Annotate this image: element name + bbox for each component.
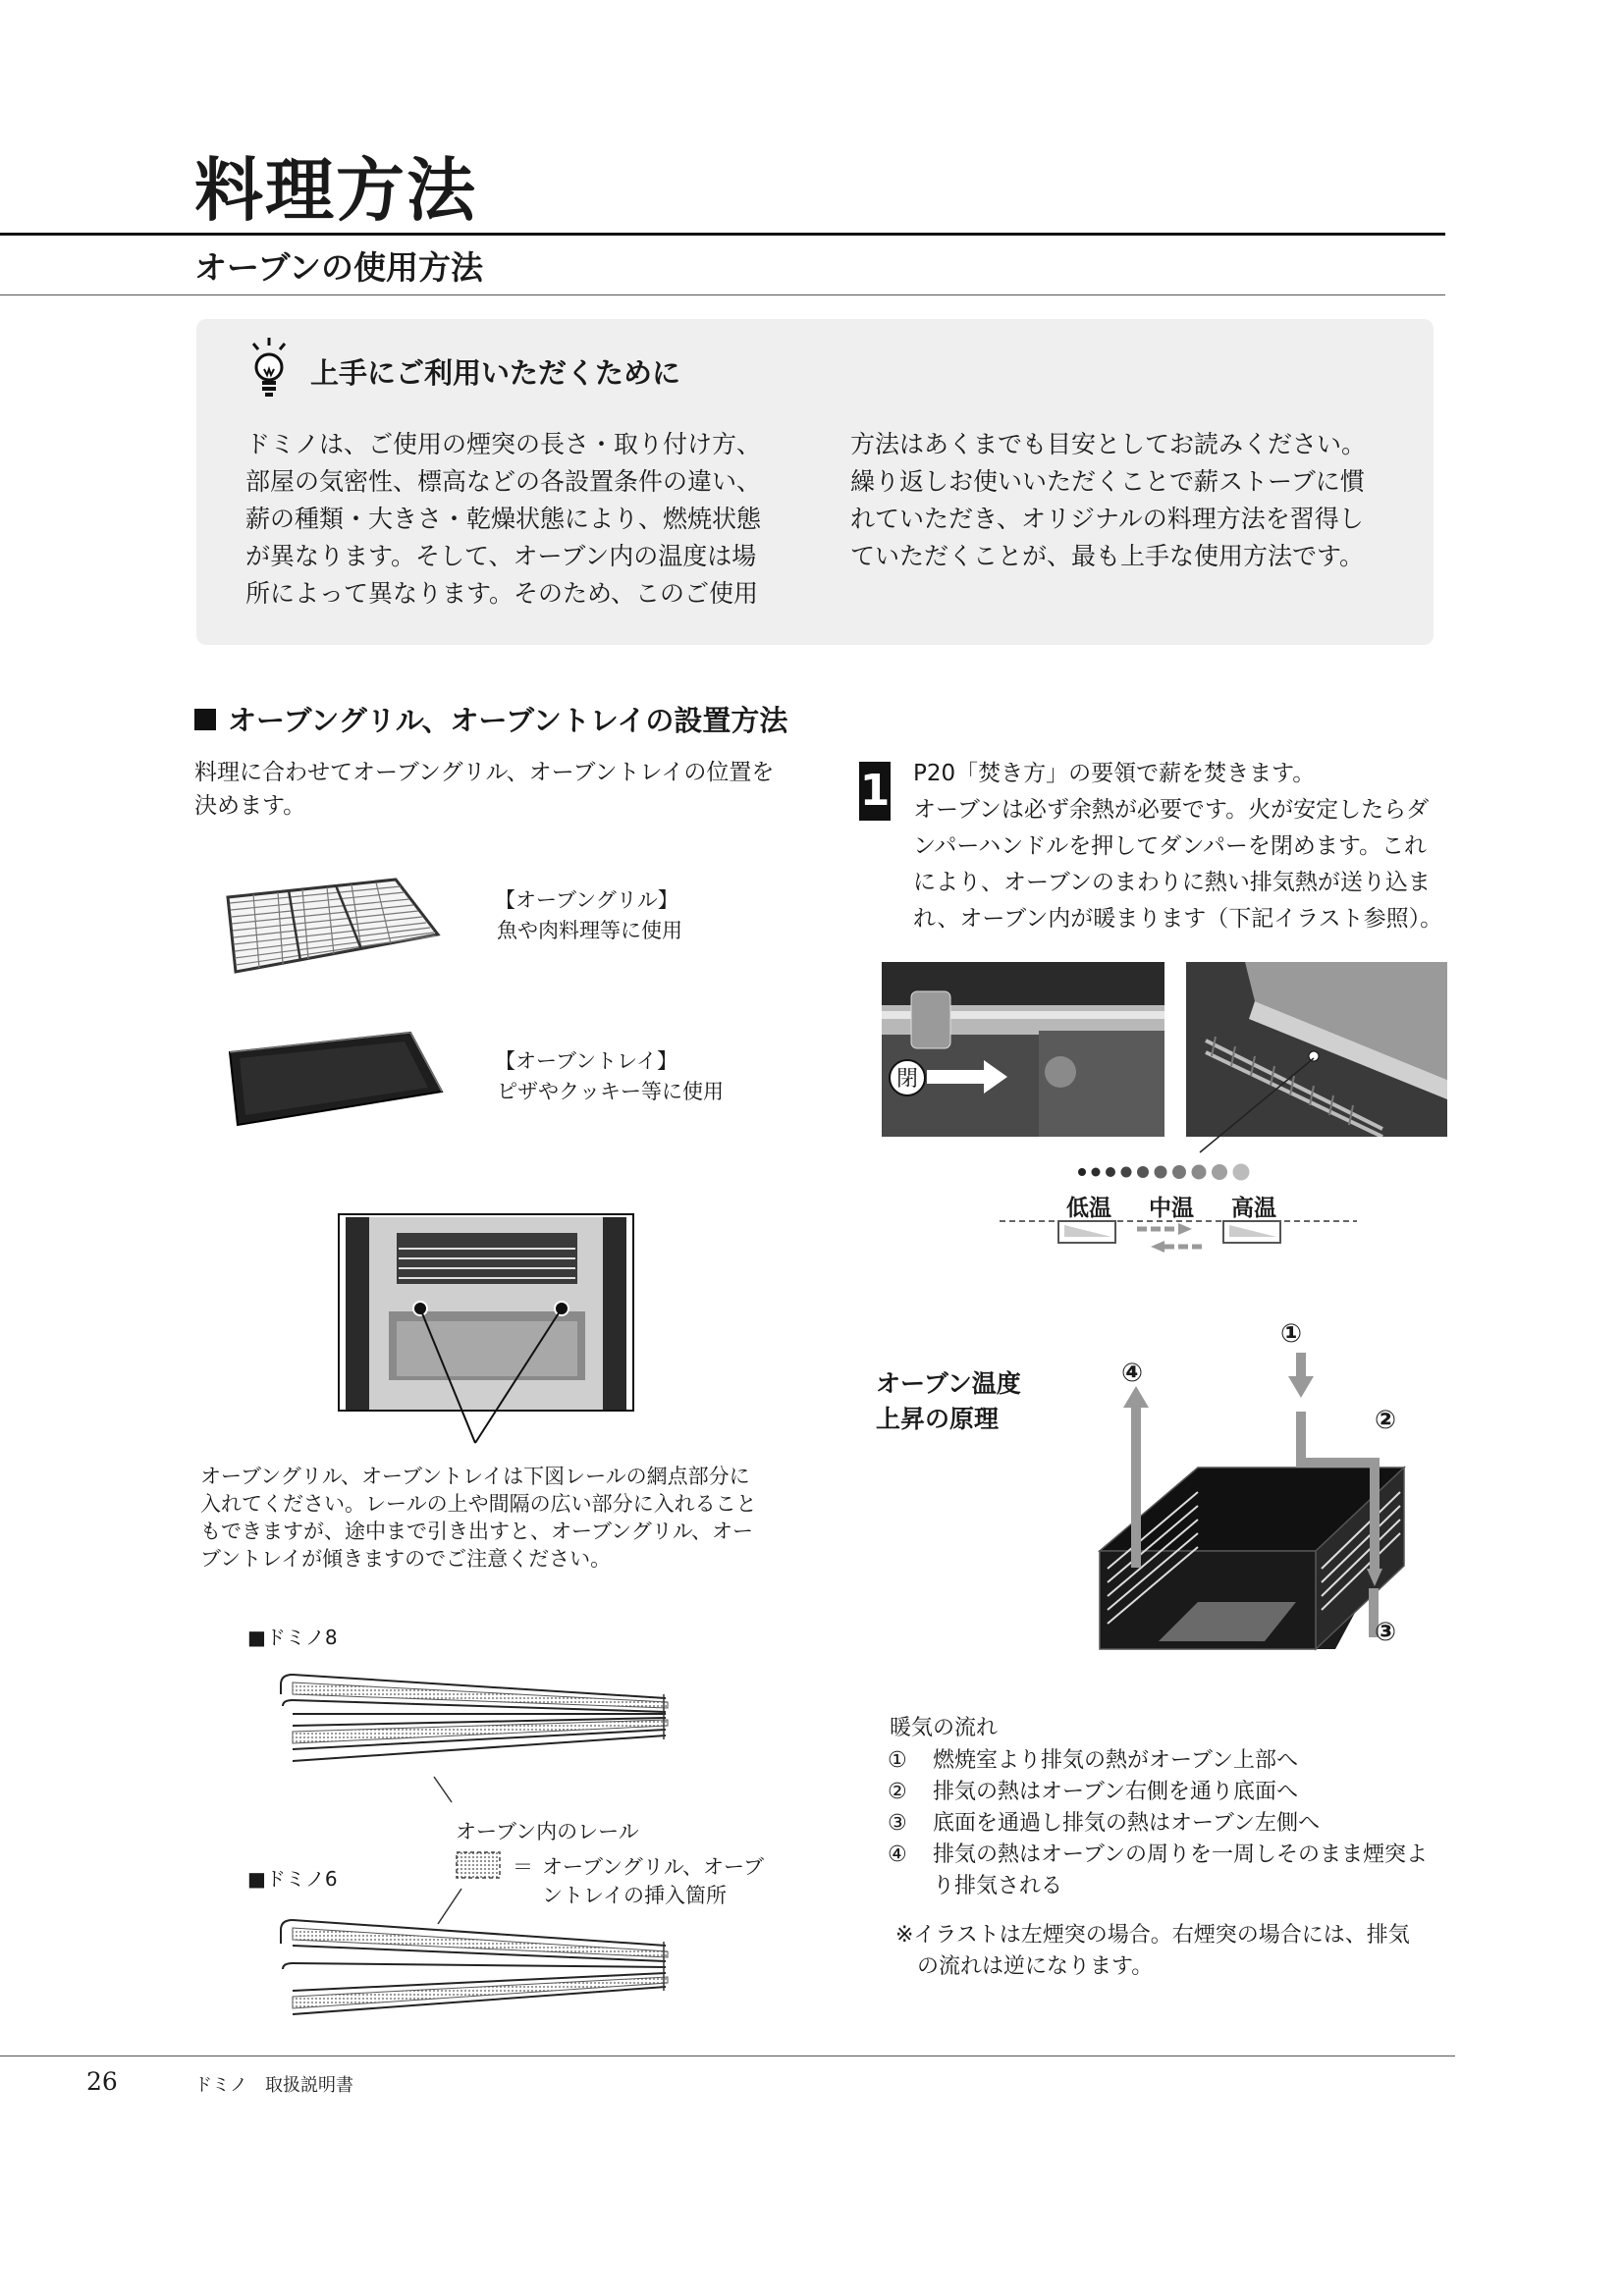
oven-interior-image — [338, 1213, 634, 1445]
tip-heading: 上手にご利用いただくために — [310, 356, 681, 390]
flow-list — [888, 1745, 1437, 1902]
lightbulb-icon — [247, 336, 291, 399]
marker-2: ② — [1375, 1406, 1397, 1435]
flow-item: ③ 底面を通過し排気の熱はオーブン左側へ — [888, 1811, 1321, 1836]
installation-intro: 料理に合わせてオーブングリル、オーブントレイの位置を 決めます。 — [194, 760, 775, 819]
step-number-badge: 1 — [859, 762, 891, 821]
legend-equals: ＝ — [513, 1855, 533, 1879]
grill-description: 魚や肉料理等に使用 — [497, 919, 682, 942]
temp-mid-label: 中温 — [1149, 1196, 1194, 1221]
damper-handle-image — [882, 962, 1164, 1137]
principle-title: オーブン温度 上昇の原理 — [876, 1369, 1021, 1433]
tray-title: 【オーブントレイ】 — [495, 1049, 678, 1073]
page-number: 26 — [86, 2067, 118, 2096]
grill-title: 【オーブングリル】 — [495, 888, 678, 912]
rail-note: オーブングリル、オーブントレイは下図レールの網点部分に 入れてください。レールの上や間隔の広い部分に入れること もできますが、途中まで引き出すと、オーブングリル、オー ブントレイが傾きますのでご注意ください。 — [200, 1465, 757, 1571]
tip-text-right: 方法はあくまでも目安としてお読みください。 繰り返しお使いいただくことで薪ストーブに慣 れていただき、オリジナルの料理方法を習得し ていただくことが、最も上手な使用方法です。 — [850, 430, 1367, 570]
damper-pointer-line — [1186, 1056, 1324, 1154]
legend-text: オーブングリル、オーブ ントレイの挿入箇所 — [542, 1855, 764, 1907]
rail-domino8-label: ■ドミノ8 — [247, 1626, 338, 1649]
rail-domino6-label: ■ドミノ6 — [247, 1867, 338, 1891]
dotted-area-legend-swatch — [456, 1851, 501, 1879]
tray-description: ピザやクッキー等に使用 — [497, 1080, 724, 1103]
subtitle-rule — [0, 294, 1445, 295]
marker-4: ④ — [1121, 1359, 1144, 1388]
step1-text: P20「焚き方」の要領で薪を焚きます。 オーブンは必ず余熱が必要です。火が安定したらダ ンパーハンドルを押してダンパーを閉めます。これ により、オーブンのまわりに熱い排気熱が送り込ま れ、オーブン内が暖まります（下記イラスト参照）。 — [913, 761, 1443, 932]
temp-low-label: 低温 — [1066, 1196, 1111, 1221]
rail-diagram-domino8 — [275, 1669, 677, 1777]
oven-tray-image — [224, 1031, 444, 1129]
diagram-note: ※イラストは左煙突の場合。右煙突の場合には、排気 の流れは逆になります。 — [895, 1923, 1410, 1979]
flow-heading: 暖気の流れ — [890, 1716, 999, 1740]
flow-item: ① 燃焼室より排気の熱がオーブン上部へ — [888, 1748, 1299, 1773]
marker-3: ③ — [1375, 1618, 1397, 1647]
temp-high-label: 高温 — [1231, 1196, 1276, 1221]
footer-manual-label: ドミノ 取扱説明書 — [194, 2075, 353, 2096]
rail-pointer-line-top — [432, 1775, 461, 1804]
marker-1: ① — [1280, 1319, 1303, 1349]
title-rule — [0, 233, 1445, 236]
rail-caption: オーブン内のレール — [456, 1820, 639, 1843]
close-label: 閉 — [895, 1067, 919, 1092]
page-title: 料理方法 — [194, 149, 477, 231]
flow-item: ④ 排気の熱はオーブンの周りを一周しそのまま煙突よ り排気される — [888, 1842, 1429, 1898]
oven-grill-image — [224, 874, 442, 978]
flow-item: ② 排気の熱はオーブン右側を通り底面へ — [888, 1780, 1299, 1804]
square-bullet-icon — [194, 709, 216, 730]
rail-diagram-domino6 — [275, 1914, 677, 2022]
section-subtitle: オーブンの使用方法 — [194, 248, 484, 287]
tip-text-left: ドミノは、ご使用の煙突の長さ・取り付け方、 部屋の気密性、標高などの各設置条件の違い、 薪の種類・大きさ・乾燥状態により、燃焼状態 が異なります。そして、オーブン内の温度は場 所によって異なります。そのため、このご使用 — [245, 430, 762, 608]
installation-heading: オーブングリル、オーブントレイの設置方法 — [194, 699, 787, 739]
